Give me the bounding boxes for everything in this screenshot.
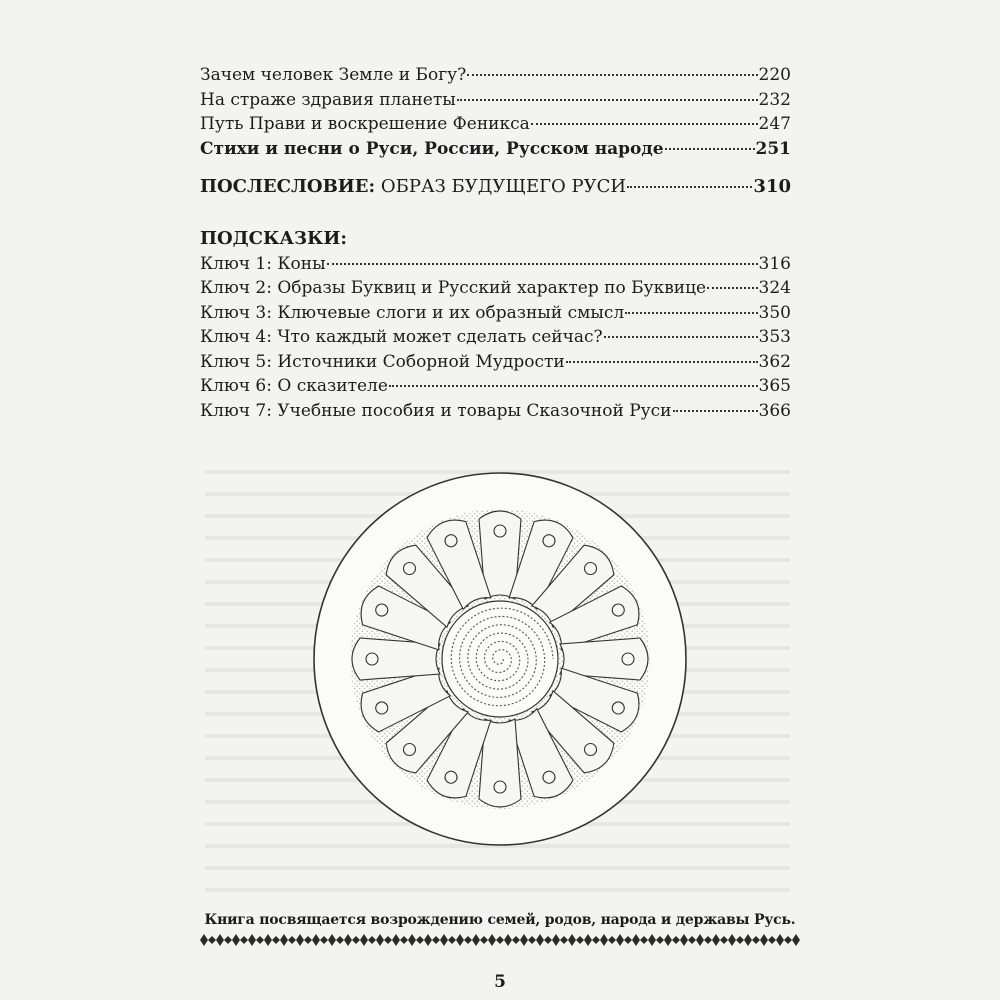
toc-entry-page: 316	[758, 253, 791, 274]
ornament-motif	[696, 934, 712, 946]
dot-leader	[673, 410, 758, 412]
ornament-motif	[232, 934, 248, 946]
ornament-motif	[296, 934, 312, 946]
toc-entry-page: 353	[758, 327, 791, 347]
table-of-contents	[200, 63, 791, 423]
ornament-motif	[408, 934, 424, 946]
ornament-motif	[360, 934, 376, 946]
toc-entry-page: 232	[758, 89, 791, 110]
toc-entry[interactable]	[200, 112, 791, 137]
ornament-motif	[728, 934, 744, 946]
toc-entry-label: Стихи и песни о Руси, России, Русском народе	[200, 138, 664, 159]
toc-entry-label: Путь Прави и воскрешение Феникса	[200, 114, 530, 134]
toc-entry-page: 247	[758, 114, 791, 134]
toc-entry-page: 350	[758, 302, 791, 323]
ornament-motif	[552, 934, 568, 946]
ornament-motif	[328, 934, 344, 946]
toc-key-entry[interactable]	[200, 325, 791, 350]
mandala-figure-head	[494, 525, 506, 537]
toc-entry-label: Ключ 3: Ключевые слоги и их образный смысл	[200, 302, 625, 323]
toc-entry-page: 362	[758, 351, 791, 372]
toc-key-entry[interactable]	[200, 252, 791, 277]
toc-entry-label: Ключ 4: Что каждый может сделать сейчас?	[200, 327, 603, 347]
toc-entry[interactable]	[200, 137, 791, 162]
ornament-motif	[280, 934, 296, 946]
toc-key-entry[interactable]	[200, 276, 791, 301]
ornament-motif	[216, 934, 232, 946]
ornament-motif	[600, 934, 616, 946]
ornament-motif	[680, 934, 696, 946]
dot-leader	[665, 148, 755, 150]
mandala-figure-head	[366, 653, 378, 665]
ornament-motif	[504, 934, 520, 946]
ornament-motif	[392, 934, 408, 946]
ornament-motif	[744, 934, 760, 946]
mandala-illustration	[311, 470, 689, 848]
ornament-motif	[264, 934, 280, 946]
afterword-label	[200, 175, 626, 200]
toc-entry-label: Ключ 2: Образы Буквиц и Русский характер по Буквице	[200, 278, 707, 298]
ornament-motif	[712, 934, 728, 946]
ornament-motif	[792, 934, 800, 946]
dot-leader	[566, 361, 758, 363]
dot-leader	[389, 385, 758, 387]
toc-key-entry[interactable]	[200, 301, 791, 326]
mandala-figure-head	[494, 781, 506, 793]
ornament-border	[200, 932, 800, 948]
toc-entry-page: 310	[753, 176, 791, 197]
ornament-motif	[424, 934, 440, 946]
toc-entry-page: 366	[758, 400, 791, 421]
dot-leader	[531, 123, 758, 125]
ornament-motif	[312, 934, 328, 946]
toc-key-entry[interactable]	[200, 374, 791, 399]
ornament-motif	[648, 934, 664, 946]
toc-entry-page: 220	[758, 65, 791, 85]
toc-entry-page: 251	[755, 138, 791, 159]
toc-entry-label: На страже здравия планеты	[200, 89, 456, 110]
dot-leader	[604, 336, 758, 338]
mandala-figure-head	[622, 653, 634, 665]
toc-entry-label: Зачем человек Земле и Богу?	[200, 65, 467, 85]
ornament-motif	[344, 934, 360, 946]
afterword-subtitle: ОБРАЗ БУДУЩЕГО РУСИ	[375, 176, 627, 197]
ornament-motif	[760, 934, 776, 946]
ornament-motif	[536, 934, 552, 946]
dot-leader	[467, 74, 757, 76]
toc-entry-page: 365	[758, 376, 791, 396]
dot-leader	[707, 287, 757, 289]
ornament-motif	[472, 934, 488, 946]
page-number: 5	[494, 972, 506, 992]
dot-leader	[627, 186, 752, 188]
ornament-motif	[632, 934, 648, 946]
ornament-motif	[200, 934, 216, 946]
ornament-motif	[568, 934, 584, 946]
afterword-title: ПОСЛЕСЛОВИЕ:	[200, 176, 376, 197]
dot-leader	[327, 263, 758, 265]
dot-leader	[457, 99, 758, 101]
ornament-motif	[616, 934, 632, 946]
toc-entry-page: 324	[758, 278, 791, 298]
toc-afterword[interactable]	[200, 175, 791, 200]
ornament-motif	[520, 934, 536, 946]
toc-key-entry[interactable]	[200, 399, 791, 424]
toc-key-entry[interactable]	[200, 350, 791, 375]
ornament-motif	[776, 934, 792, 946]
hints-heading: ПОДСКАЗКИ:	[200, 227, 348, 249]
toc-entry-label: Ключ 7: Учебные пособия и товары Сказочной Руси	[200, 400, 672, 421]
ornament-motif	[440, 934, 456, 946]
ornament-motif	[376, 934, 392, 946]
dedication-text: Книга посвящается возрождению семей, родов, народа и державы Русь.	[204, 912, 796, 928]
dot-leader	[625, 312, 757, 314]
toc-entry-label: Ключ 6: О сказителе	[200, 376, 388, 396]
ornament-motif	[488, 934, 504, 946]
ornament-motif	[664, 934, 680, 946]
ornament-motif	[456, 934, 472, 946]
toc-entry-label: Ключ 5: Источники Соборной Мудрости	[200, 351, 565, 372]
toc-entry[interactable]	[200, 88, 791, 113]
toc-entry[interactable]	[200, 63, 791, 88]
toc-entry-label: Ключ 1: Коны	[200, 253, 326, 274]
ornament-motif	[248, 934, 264, 946]
ornament-motif	[584, 934, 600, 946]
